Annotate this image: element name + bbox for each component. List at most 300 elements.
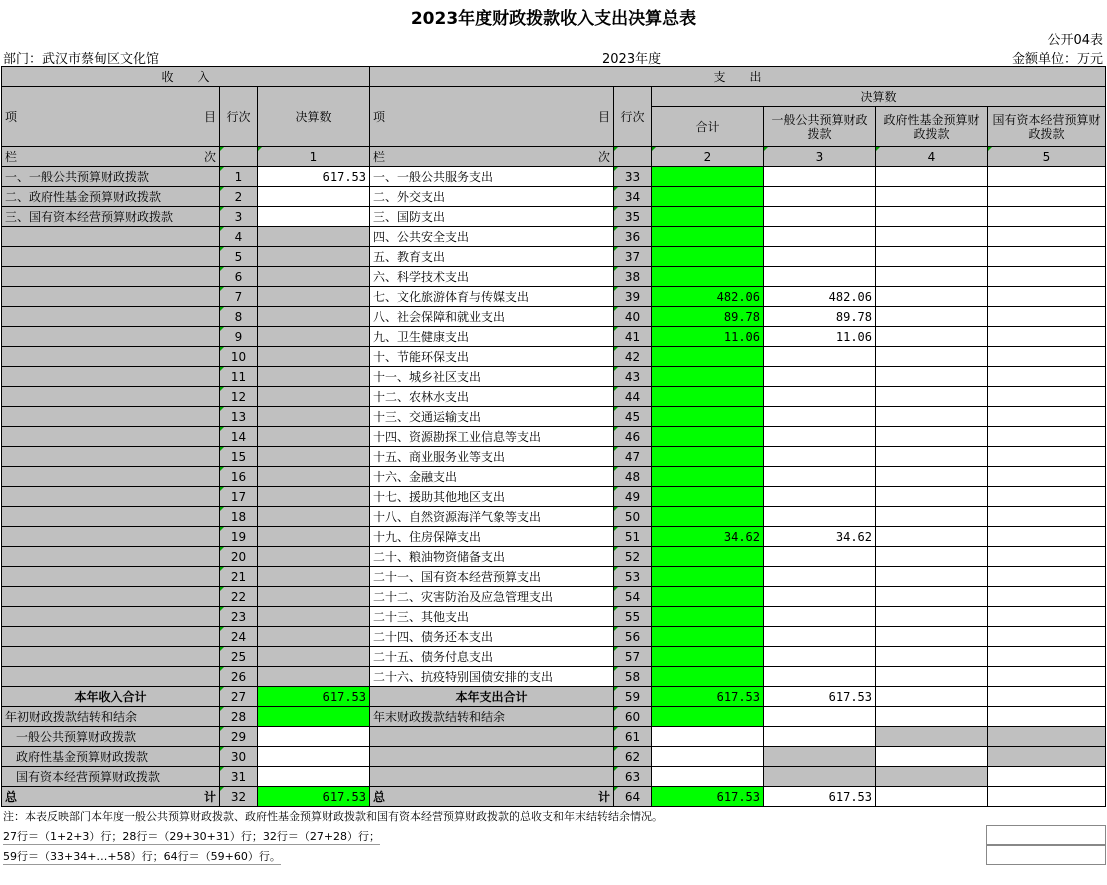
- income-amount: [258, 267, 370, 287]
- expense-state: [988, 667, 1106, 687]
- expense-state: [988, 247, 1106, 267]
- income-row-no: 10: [220, 347, 258, 367]
- income-item: [2, 527, 220, 547]
- expense-general: [764, 667, 876, 687]
- carry-sub-state-ex-fund: [876, 767, 988, 787]
- expense-general: [764, 507, 876, 527]
- income-row-no: 12: [220, 387, 258, 407]
- expense-item: 九、卫生健康支出: [370, 327, 614, 347]
- income-row-no: 17: [220, 487, 258, 507]
- expense-general: [764, 547, 876, 567]
- table-row: [2, 167, 1106, 187]
- expense-state: [988, 627, 1106, 647]
- expense-state: [988, 407, 1106, 427]
- table-row: [2, 567, 1106, 587]
- income-item: 三、国有资本经营预算财政拨款: [2, 207, 220, 227]
- income-total-label: 本年收入合计: [2, 687, 220, 707]
- income-row-no-header: 行次: [220, 87, 258, 147]
- income-row-no: 15: [220, 447, 258, 467]
- carry-out-state: [988, 707, 1106, 727]
- expense-row-no: 38: [614, 267, 652, 287]
- carry-out-fund: [876, 707, 988, 727]
- expense-fund: [876, 267, 988, 287]
- grand-total-expense-no: 64: [614, 787, 652, 807]
- income-amount: [258, 607, 370, 627]
- expense-general: [764, 387, 876, 407]
- income-amount: [258, 547, 370, 567]
- expense-row-no-header: 行次: [614, 87, 652, 147]
- table-row: [2, 447, 1106, 467]
- table-row: [2, 367, 1106, 387]
- unit-label: 金额单位：万元: [1011, 52, 1103, 67]
- expense-general: [764, 247, 876, 267]
- expense-state: [988, 607, 1106, 627]
- table-row: [2, 587, 1106, 607]
- income-row-no: 19: [220, 527, 258, 547]
- income-row-no: 6: [220, 267, 258, 287]
- col-index-label: 栏 次: [2, 147, 220, 167]
- income-amount: [258, 327, 370, 347]
- expense-total-state: [988, 687, 1106, 707]
- expense-state: [988, 527, 1106, 547]
- carry-sub-state-ex-no: 63: [614, 767, 652, 787]
- expense-general: [764, 407, 876, 427]
- expense-state: [988, 507, 1106, 527]
- table-row: [2, 247, 1106, 267]
- blank-box-2: [986, 845, 1106, 865]
- expense-fund: [876, 467, 988, 487]
- carry-sub-general-ex-blank: [370, 727, 614, 747]
- expense-fund: [876, 407, 988, 427]
- income-row-no: 20: [220, 547, 258, 567]
- expense-total: [652, 427, 764, 447]
- income-amount: [258, 427, 370, 447]
- income-amount: [258, 467, 370, 487]
- col-index-1: 1: [258, 147, 370, 167]
- carry-in-amount: [258, 707, 370, 727]
- income-item: [2, 427, 220, 447]
- expense-state: [988, 547, 1106, 567]
- table-row: [2, 607, 1106, 627]
- carry-sub-general-ex-general: [764, 727, 876, 747]
- carry-out-general: [764, 707, 876, 727]
- income-amount: [258, 347, 370, 367]
- expense-row-no: 51: [614, 527, 652, 547]
- income-amount: [258, 187, 370, 207]
- expense-row-no: 46: [614, 427, 652, 447]
- expense-item: 二十四、债务还本支出: [370, 627, 614, 647]
- expense-general: [764, 567, 876, 587]
- table-row: [2, 667, 1106, 687]
- income-row-no: 22: [220, 587, 258, 607]
- expense-row-no: 40: [614, 307, 652, 327]
- carry-sub-state-ex-blank: [370, 767, 614, 787]
- expense-fund: [876, 587, 988, 607]
- expense-row-no: 52: [614, 547, 652, 567]
- expense-general: [764, 647, 876, 667]
- expense-total: [652, 227, 764, 247]
- expense-row-no: 55: [614, 607, 652, 627]
- income-row-no: 9: [220, 327, 258, 347]
- expense-item: 二十二、灾害防治及应急管理支出: [370, 587, 614, 607]
- expense-row-no: 49: [614, 487, 652, 507]
- expense-general: 89.78: [764, 307, 876, 327]
- expense-row-no: 41: [614, 327, 652, 347]
- expense-state: [988, 167, 1106, 187]
- income-item: [2, 227, 220, 247]
- expense-total: [652, 167, 764, 187]
- income-amount: [258, 367, 370, 387]
- income-header: 收 入: [2, 67, 370, 87]
- grand-total-expense-amount: 617.53: [652, 787, 764, 807]
- expense-state: [988, 347, 1106, 367]
- expense-total-fund: [876, 687, 988, 707]
- expense-total: 482.06: [652, 287, 764, 307]
- income-item: [2, 567, 220, 587]
- income-row-no: 23: [220, 607, 258, 627]
- col-index-5: 5: [988, 147, 1106, 167]
- expense-item: 二十一、国有资本经营预算支出: [370, 567, 614, 587]
- expense-total: 89.78: [652, 307, 764, 327]
- expense-item: 十、节能环保支出: [370, 347, 614, 367]
- income-item: [2, 407, 220, 427]
- col-index-2: 2: [652, 147, 764, 167]
- expense-general: [764, 167, 876, 187]
- grand-total-income-amount: 617.53: [258, 787, 370, 807]
- expense-item: 十九、住房保障支出: [370, 527, 614, 547]
- expense-total: [652, 187, 764, 207]
- expense-general: [764, 347, 876, 367]
- fund-col-header: 政府性基金预算财政拨款: [876, 107, 988, 147]
- income-item: [2, 307, 220, 327]
- carry-sub-general-amount: [258, 727, 370, 747]
- expense-fund: [876, 547, 988, 567]
- income-item: [2, 287, 220, 307]
- income-item: 一、一般公共预算财政拨款: [2, 167, 220, 187]
- income-item: [2, 607, 220, 627]
- income-amount: [258, 227, 370, 247]
- expense-general: [764, 227, 876, 247]
- expense-total: [652, 347, 764, 367]
- income-amount: 617.53: [258, 167, 370, 187]
- expense-state: [988, 587, 1106, 607]
- carry-out-label: 年末财政拨款结转和结余: [370, 707, 614, 727]
- income-amount: [258, 587, 370, 607]
- expense-total: [652, 387, 764, 407]
- income-amount: [258, 447, 370, 467]
- expense-row-no: 43: [614, 367, 652, 387]
- carry-sub-state-no: 31: [220, 767, 258, 787]
- expense-state: [988, 447, 1106, 467]
- note-description: 注：本表反映部门本年度一般公共预算财政拨款、政府性基金预算财政拨款和国有资本经营预算财政拨款的总收支和年末结转结余情况。: [3, 810, 663, 823]
- table-row: [2, 307, 1106, 327]
- state-col-header: 国有资本经营预算财政拨款: [988, 107, 1106, 147]
- expense-fund: [876, 447, 988, 467]
- expense-state: [988, 327, 1106, 347]
- expense-item: 三、国防支出: [370, 207, 614, 227]
- expense-state: [988, 307, 1106, 327]
- expense-fund: [876, 287, 988, 307]
- expense-general: [764, 607, 876, 627]
- expense-total: [652, 487, 764, 507]
- carry-sub-general-label: 一般公共预算财政拨款: [2, 727, 220, 747]
- col-index-4: 4: [876, 147, 988, 167]
- expense-row-no: 45: [614, 407, 652, 427]
- expense-total: [652, 467, 764, 487]
- table-row: [2, 227, 1106, 247]
- expense-general: [764, 267, 876, 287]
- expense-fund: [876, 647, 988, 667]
- expense-general: [764, 447, 876, 467]
- expense-item: 五、教育支出: [370, 247, 614, 267]
- income-row-no: 24: [220, 627, 258, 647]
- expense-state: [988, 427, 1106, 447]
- expense-fund: [876, 207, 988, 227]
- expense-item: 七、文化旅游体育与传媒支出: [370, 287, 614, 307]
- income-item: [2, 547, 220, 567]
- expense-general: [764, 487, 876, 507]
- income-amount: [258, 407, 370, 427]
- income-item: [2, 487, 220, 507]
- carry-sub-fund-no: 30: [220, 747, 258, 767]
- expense-fund: [876, 427, 988, 447]
- income-amount: [258, 567, 370, 587]
- expense-row-no: 36: [614, 227, 652, 247]
- expense-total: 34.62: [652, 527, 764, 547]
- expense-fund: [876, 167, 988, 187]
- table-row: [2, 647, 1106, 667]
- col-index-blank-right: [614, 147, 652, 167]
- expense-total: 11.06: [652, 327, 764, 347]
- table-row: [2, 427, 1106, 447]
- carry-sub-general-ex-no: 61: [614, 727, 652, 747]
- carry-sub-general-ex-fund: [876, 727, 988, 747]
- expense-general: [764, 587, 876, 607]
- expense-total: [652, 407, 764, 427]
- carry-sub-fund-ex-blank: [370, 747, 614, 767]
- expense-total: [652, 627, 764, 647]
- income-row-no: 26: [220, 667, 258, 687]
- expense-state: [988, 467, 1106, 487]
- expense-item: 二十五、债务付息支出: [370, 647, 614, 667]
- expense-item: 八、社会保障和就业支出: [370, 307, 614, 327]
- carry-sub-general-ex-total: [652, 727, 764, 747]
- expense-total: [652, 267, 764, 287]
- note-formula-2: 59行＝（33+34+…+58）行；64行＝（59+60）行。: [3, 850, 281, 863]
- income-row-no: 5: [220, 247, 258, 267]
- income-row-no: 2: [220, 187, 258, 207]
- income-item: [2, 507, 220, 527]
- income-item: [2, 587, 220, 607]
- income-item: [2, 447, 220, 467]
- income-item: [2, 647, 220, 667]
- grand-total-income-no: 32: [220, 787, 258, 807]
- carry-sub-fund-label: 政府性基金预算财政拨款: [2, 747, 220, 767]
- year-label: 2023年度: [602, 52, 662, 67]
- department-label: 部门：武汉市蔡甸区文化馆: [3, 52, 160, 67]
- expense-total-label: 本年支出合计: [370, 687, 614, 707]
- expense-state: [988, 207, 1106, 227]
- table-row: [2, 327, 1106, 347]
- expense-state: [988, 367, 1106, 387]
- carry-sub-state-ex-total: [652, 767, 764, 787]
- carry-sub-fund-ex-fund: [876, 747, 988, 767]
- income-item: [2, 467, 220, 487]
- income-amount: [258, 247, 370, 267]
- expense-fund: [876, 567, 988, 587]
- expense-row-no: 53: [614, 567, 652, 587]
- carry-sub-fund-ex-no: 62: [614, 747, 652, 767]
- carry-sub-fund-ex-general: [764, 747, 876, 767]
- expense-state: [988, 387, 1106, 407]
- expense-item: 二、外交支出: [370, 187, 614, 207]
- carry-sub-state-ex-state: [988, 767, 1106, 787]
- expense-row-no: 37: [614, 247, 652, 267]
- expense-fund: [876, 367, 988, 387]
- grand-total-expense-general: 617.53: [764, 787, 876, 807]
- expense-item: 十五、商业服务业等支出: [370, 447, 614, 467]
- expense-fund: [876, 347, 988, 367]
- expense-fund: [876, 527, 988, 547]
- expense-general: 11.06: [764, 327, 876, 347]
- expense-row-no: 57: [614, 647, 652, 667]
- expense-row-no: 48: [614, 467, 652, 487]
- income-row-no: 11: [220, 367, 258, 387]
- expense-general: [764, 187, 876, 207]
- expense-row-no: 39: [614, 287, 652, 307]
- expense-row-no: 54: [614, 587, 652, 607]
- table-row: [2, 547, 1106, 567]
- expense-row-no: 33: [614, 167, 652, 187]
- income-item: 二、政府性基金预算财政拨款: [2, 187, 220, 207]
- report-title: 2023年度财政拨款收入支出决算总表: [410, 9, 697, 29]
- income-amount: [258, 287, 370, 307]
- expense-fund: [876, 507, 988, 527]
- income-item: [2, 387, 220, 407]
- income-amount: [258, 507, 370, 527]
- carry-sub-fund-ex-total: [652, 747, 764, 767]
- expense-total: [652, 367, 764, 387]
- income-row-no: 1: [220, 167, 258, 187]
- income-row-no: 21: [220, 567, 258, 587]
- grand-total-income-label: 总 计: [2, 787, 220, 807]
- income-item-header: 项 目: [2, 87, 220, 147]
- expense-item: 十二、农林水支出: [370, 387, 614, 407]
- expense-item: 十四、资源勘探工业信息等支出: [370, 427, 614, 447]
- expense-state: [988, 647, 1106, 667]
- table-row: [2, 387, 1106, 407]
- expense-row-no: 35: [614, 207, 652, 227]
- expense-item: 十八、自然资源海洋气象等支出: [370, 507, 614, 527]
- grand-total-expense-state: [988, 787, 1106, 807]
- expense-total: [652, 587, 764, 607]
- income-item: [2, 627, 220, 647]
- income-item: [2, 667, 220, 687]
- carry-sub-state-amount: [258, 767, 370, 787]
- expense-fund: [876, 667, 988, 687]
- expense-fund: [876, 327, 988, 347]
- income-row-no: 4: [220, 227, 258, 247]
- expense-fund: [876, 627, 988, 647]
- income-amount: [258, 207, 370, 227]
- income-amount: [258, 527, 370, 547]
- expense-fund: [876, 607, 988, 627]
- expense-row-no: 44: [614, 387, 652, 407]
- expense-item: 二十、粮油物资储备支出: [370, 547, 614, 567]
- income-row-no: 13: [220, 407, 258, 427]
- carry-sub-state-ex-general: [764, 767, 876, 787]
- expense-item: 一、一般公共服务支出: [370, 167, 614, 187]
- expense-total: [652, 607, 764, 627]
- expense-item: 二十三、其他支出: [370, 607, 614, 627]
- income-row-no: 16: [220, 467, 258, 487]
- expense-general: [764, 627, 876, 647]
- income-item: [2, 347, 220, 367]
- carry-sub-fund-ex-state: [988, 747, 1106, 767]
- expense-total: [652, 447, 764, 467]
- table-row: [2, 287, 1106, 307]
- note-formula-1: 27行＝（1+2+3）行；28行＝（29+30+31）行；32行＝（27+28）行；: [3, 830, 381, 843]
- expense-state: [988, 267, 1106, 287]
- carry-sub-general-ex-state: [988, 727, 1106, 747]
- expense-row-no: 47: [614, 447, 652, 467]
- expense-item: 六、科学技术支出: [370, 267, 614, 287]
- expense-general: 34.62: [764, 527, 876, 547]
- income-item: [2, 367, 220, 387]
- expense-total: [652, 567, 764, 587]
- final-amount-header: 决算数: [652, 87, 1106, 107]
- table-row: [2, 527, 1106, 547]
- form-code: 公开04表: [1047, 33, 1103, 48]
- expense-row-no: 58: [614, 667, 652, 687]
- expense-row-no: 34: [614, 187, 652, 207]
- expense-row-no: 56: [614, 627, 652, 647]
- expense-state: [988, 227, 1106, 247]
- income-row-no: 14: [220, 427, 258, 447]
- expense-header: 支 出: [370, 67, 1106, 87]
- expense-general: [764, 207, 876, 227]
- expense-item: 十一、城乡社区支出: [370, 367, 614, 387]
- expense-fund: [876, 247, 988, 267]
- expense-item: 十三、交通运输支出: [370, 407, 614, 427]
- income-row-no: 3: [220, 207, 258, 227]
- expense-total: [652, 647, 764, 667]
- income-row-no: 8: [220, 307, 258, 327]
- carry-in-label: 年初财政拨款结转和结余: [2, 707, 220, 727]
- income-row-no: 25: [220, 647, 258, 667]
- expense-total-general: 617.53: [764, 687, 876, 707]
- table-row: [2, 627, 1106, 647]
- table-row: [2, 207, 1106, 227]
- income-item: [2, 327, 220, 347]
- expense-item: 十七、援助其他地区支出: [370, 487, 614, 507]
- table-row: [2, 267, 1106, 287]
- expense-item-header: 项 目: [370, 87, 614, 147]
- expense-fund: [876, 387, 988, 407]
- table-row: [2, 407, 1106, 427]
- expense-general: 482.06: [764, 287, 876, 307]
- carry-in-no: 28: [220, 707, 258, 727]
- col-index-3: 3: [764, 147, 876, 167]
- total-col-header: 合计: [652, 107, 764, 147]
- expense-total-amount: 617.53: [652, 687, 764, 707]
- income-row-no: 7: [220, 287, 258, 307]
- general-col-header: 一般公共预算财政拨款: [764, 107, 876, 147]
- carry-sub-fund-amount: [258, 747, 370, 767]
- table-row: [2, 467, 1106, 487]
- carry-out-amount: [652, 707, 764, 727]
- table-row: [2, 487, 1106, 507]
